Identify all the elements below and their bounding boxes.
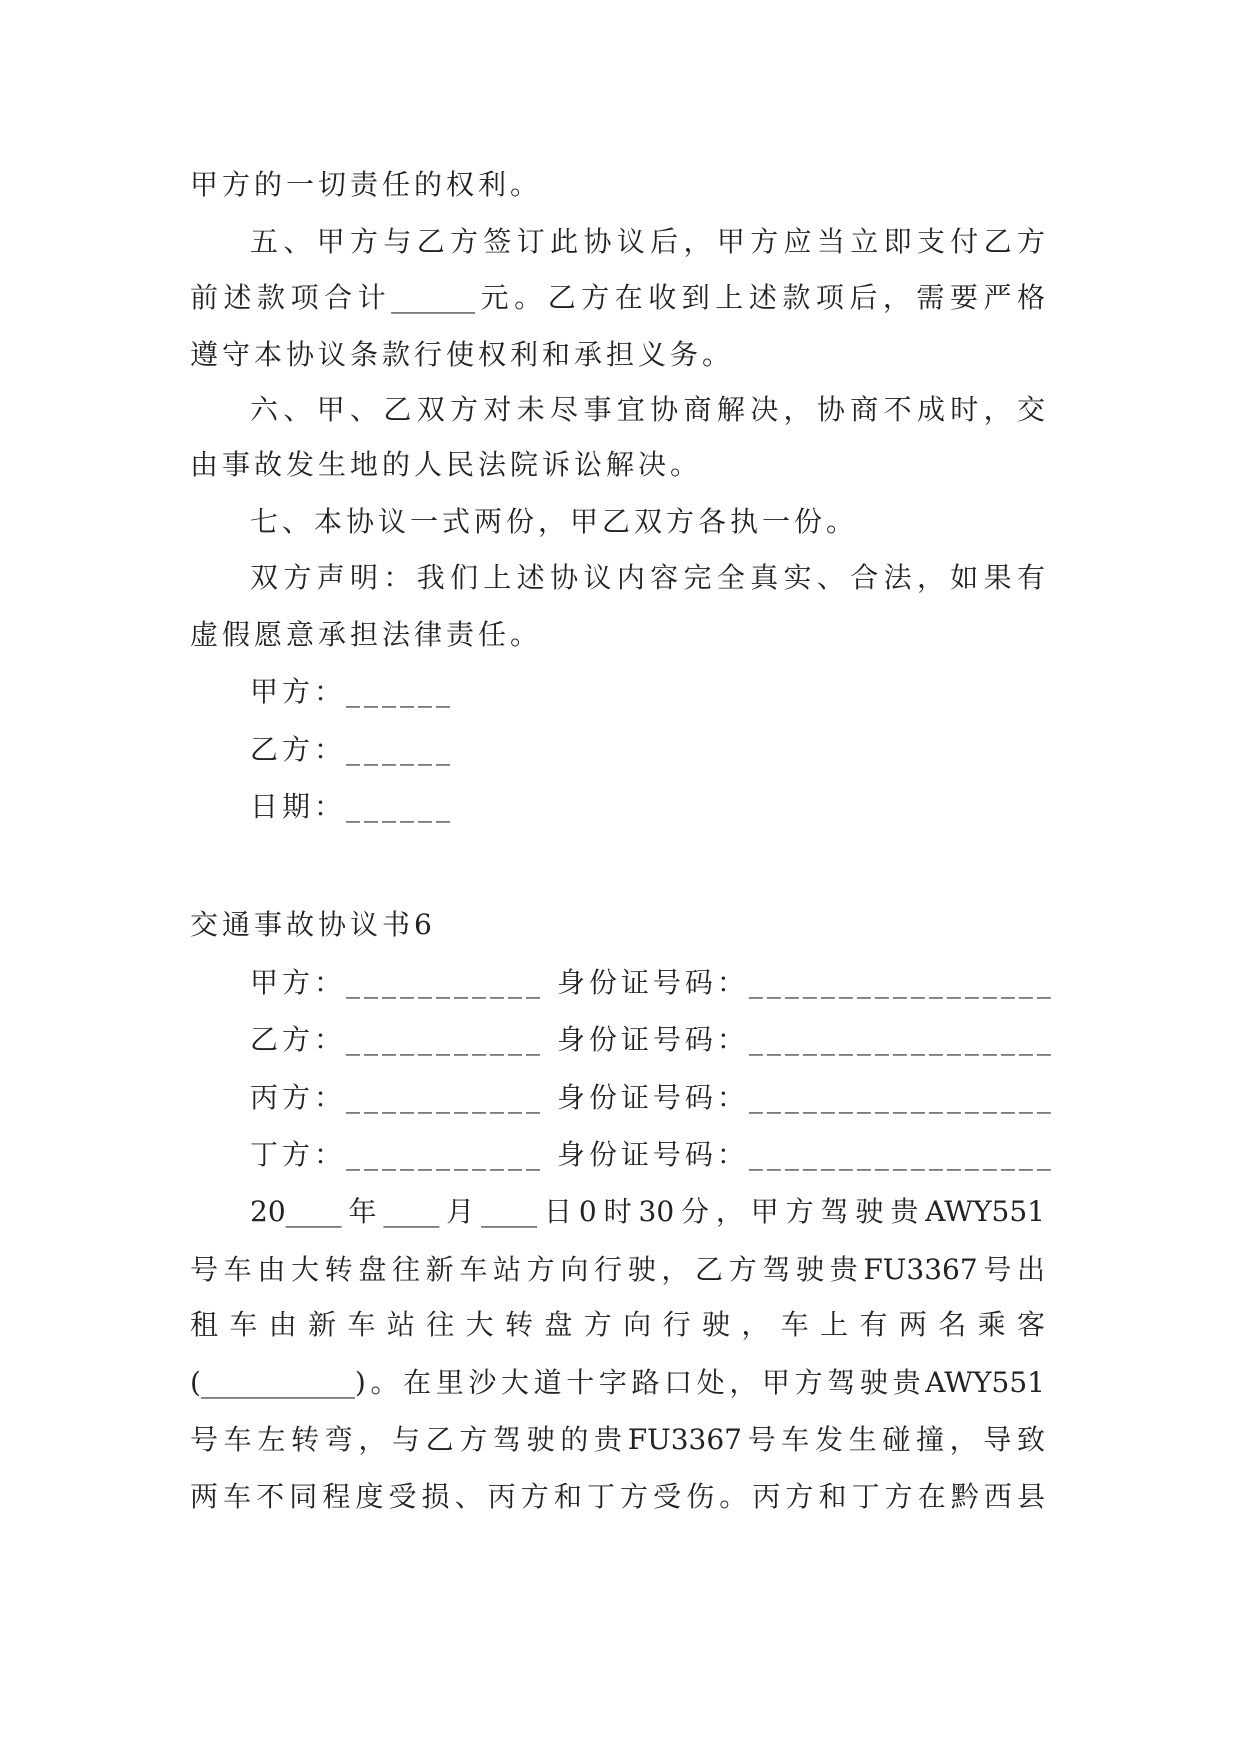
paragraph-line: 七、本协议一式两份，甲乙双方各执一份。 <box>250 505 859 538</box>
paragraph-line: 号车由大转盘往新车站方向行驶，乙方驾驶贵FU3367号出 <box>190 1253 1045 1286</box>
paragraph-line: 虚假愿意承担法律责任。 <box>190 618 543 651</box>
paragraph-line: 日期：______ <box>250 790 455 823</box>
paragraph-line: 两车不同程度受损、丙方和丁方受伤。丙方和丁方在黔西县 <box>190 1480 1045 1513</box>
section-title: 交通事故协议书6 <box>190 908 436 941</box>
paragraph-line: (___________)。在里沙大道十字路口处，甲方驾驶贵AWY551 <box>190 1366 1045 1399</box>
paragraph-line: 甲方：______ <box>250 675 455 708</box>
paragraph-line: 号车左转弯，与乙方驾驶的贵FU3367号车发生碰撞，导致 <box>190 1423 1045 1456</box>
party-row: 乙方：___________ 身份证号码：_________________ <box>250 1023 1055 1056</box>
paragraph-line: 五、甲方与乙方签订此协议后，甲方应当立即支付乙方 <box>250 225 1045 258</box>
party-row: 丁方：___________ 身份证号码：_________________ <box>250 1138 1055 1171</box>
party-row: 丙方：___________ 身份证号码：_________________ <box>250 1081 1055 1114</box>
paragraph-line: 由事故发生地的人民法院诉讼解决。 <box>190 448 703 481</box>
paragraph-line: 六、甲、乙双方对未尽事宜协商解决，协商不成时，交 <box>250 393 1045 426</box>
paragraph-line: 租车由新车站往大转盘方向行驶，车上有两名乘客 <box>190 1308 1045 1341</box>
paragraph-line: 遵守本协议条款行使权利和承担义务。 <box>190 338 735 371</box>
paragraph-line: 前述款项合计______元。乙方在收到上述款项后，需要严格 <box>190 281 1045 314</box>
party-row: 甲方：___________ 身份证号码：_________________ <box>250 966 1055 999</box>
paragraph-line: 双方声明：我们上述协议内容完全真实、合法，如果有 <box>250 561 1045 594</box>
paragraph-line: 20____年____月____日0时30分，甲方驾驶贵AWY551 <box>250 1195 1045 1228</box>
paragraph-line: 甲方的一切责任的权利。 <box>190 168 543 201</box>
paragraph-line: 乙方：______ <box>250 733 455 766</box>
